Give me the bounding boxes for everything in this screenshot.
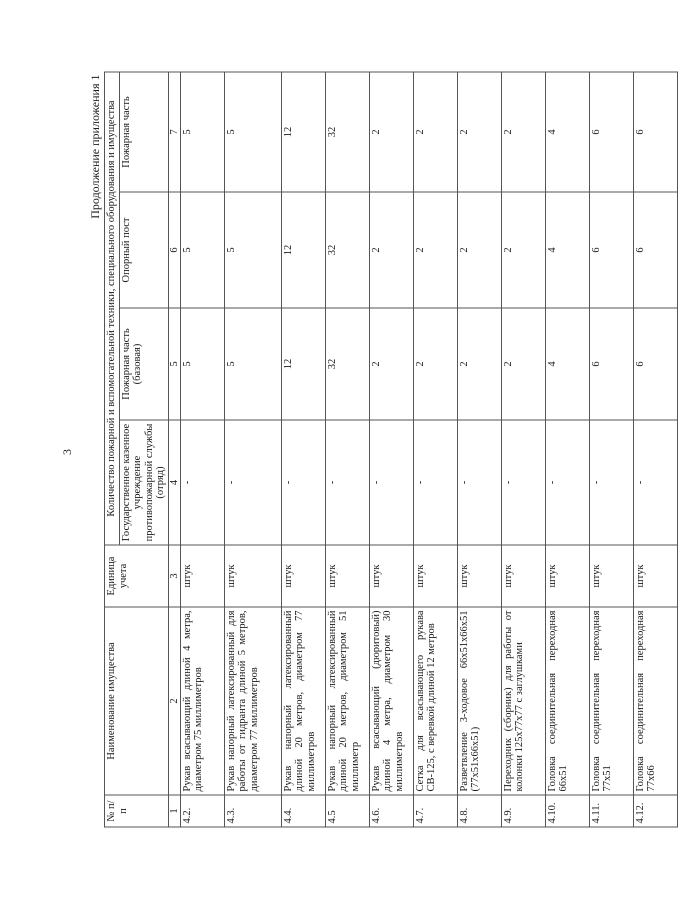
- qty-base-unit: 2: [457, 308, 501, 420]
- header-sub-support-post: Опорный пост: [119, 192, 168, 308]
- item-name: Разветвление 3-ходовое 66х51х66х51 (77х51х66х51): [457, 607, 501, 795]
- qty-support-post: 5: [224, 192, 281, 308]
- column-number-row: [168, 72, 180, 827]
- qty-base-unit: 5: [224, 308, 281, 420]
- rotated-sheet: [60, 55, 657, 850]
- item-unit: штук: [281, 545, 325, 607]
- header-name: Наименование имущества: [105, 607, 169, 795]
- item-unit: штук: [224, 545, 281, 607]
- item-unit: штук: [325, 545, 369, 607]
- qty-base-unit: 5: [180, 308, 224, 420]
- item-name: Рукав всасывающий (дюритовый) длиной 4 метра, диаметром 30 миллиметров: [369, 607, 413, 795]
- table-row: [545, 72, 589, 827]
- row-number: 4.6.: [369, 795, 413, 827]
- row-number: 4.3.: [224, 795, 281, 827]
- appendix-table: [104, 72, 678, 828]
- qty-base-unit: 32: [325, 308, 369, 420]
- item-unit: штук: [413, 545, 457, 607]
- header-num: № п/п: [105, 795, 169, 827]
- col-number: 6: [168, 192, 180, 308]
- table-header: [105, 72, 181, 827]
- qty-fire-unit: 32: [325, 72, 369, 192]
- header-sub-fire-unit: Пожарная часть: [119, 72, 168, 192]
- qty-fire-unit: 12: [281, 72, 325, 192]
- col-number: 3: [168, 545, 180, 607]
- table-row: [589, 72, 633, 827]
- item-name: Рукав напорный латексированный длиной 20 метров, диаметром 77 миллиметров: [281, 607, 325, 795]
- qty-support-post: 2: [457, 192, 501, 308]
- table-row: [180, 72, 224, 827]
- item-unit: штук: [501, 545, 545, 607]
- table-body: [180, 72, 677, 827]
- item-name: Головка соединительная переходная 66х51: [545, 607, 589, 795]
- item-unit: штук: [180, 545, 224, 607]
- row-number: 4.9.: [501, 795, 545, 827]
- qty-support-post: 6: [633, 192, 677, 308]
- item-name: Рукав напорный латексированный для работы от гидранта длиной 5 метров, диаметром 77 миллиметров: [224, 607, 281, 795]
- qty-detachment: -: [180, 420, 224, 545]
- table-row: [633, 72, 677, 827]
- qty-base-unit: 6: [589, 308, 633, 420]
- qty-detachment: -: [457, 420, 501, 545]
- qty-detachment: -: [224, 420, 281, 545]
- qty-detachment: -: [369, 420, 413, 545]
- table-row: [369, 72, 413, 827]
- qty-support-post: 2: [413, 192, 457, 308]
- qty-fire-unit: 4: [545, 72, 589, 192]
- qty-support-post: 2: [369, 192, 413, 308]
- qty-detachment: -: [281, 420, 325, 545]
- qty-base-unit: 12: [281, 308, 325, 420]
- header-quantity: Количество пожарной и вспомогательной техники, специального оборудования и имущества: [105, 72, 120, 545]
- qty-detachment: -: [501, 420, 545, 545]
- table-row: [224, 72, 281, 827]
- qty-detachment: -: [413, 420, 457, 545]
- qty-support-post: 4: [545, 192, 589, 308]
- table-row: [457, 72, 501, 827]
- item-unit: штук: [545, 545, 589, 607]
- row-number: 4.7.: [413, 795, 457, 827]
- table-row: [413, 72, 457, 827]
- qty-base-unit: 4: [545, 308, 589, 420]
- col-number: 4: [168, 420, 180, 545]
- qty-support-post: 2: [501, 192, 545, 308]
- row-number: 4.5: [325, 795, 369, 827]
- item-name: Рукав напорный латексированный длиной 20 метров, диаметром 51 миллиметр: [325, 607, 369, 795]
- qty-base-unit: 2: [501, 308, 545, 420]
- table-row: [281, 72, 325, 827]
- qty-support-post: 6: [589, 192, 633, 308]
- qty-support-post: 5: [180, 192, 224, 308]
- qty-detachment: -: [325, 420, 369, 545]
- qty-fire-unit: 5: [180, 72, 224, 192]
- table-row: [325, 72, 369, 827]
- header-sub-detachment: Государственное казенное учреждение противопожарной службы (отряд): [119, 420, 168, 545]
- qty-fire-unit: 2: [369, 72, 413, 192]
- item-unit: штук: [369, 545, 413, 607]
- item-unit: штук: [633, 545, 677, 607]
- row-number: 4.2.: [180, 795, 224, 827]
- row-number: 4.11.: [589, 795, 633, 827]
- col-number: 7: [168, 72, 180, 192]
- item-unit: штук: [589, 545, 633, 607]
- qty-fire-unit: 6: [633, 72, 677, 192]
- qty-detachment: -: [633, 420, 677, 545]
- qty-base-unit: 2: [369, 308, 413, 420]
- header-sub-base-unit: Пожарная часть (базовая): [119, 308, 168, 420]
- qty-base-unit: 2: [413, 308, 457, 420]
- col-number: 1: [168, 795, 180, 827]
- item-name: Сетка для всасывающего рукава СВ-125, с веревкой длиной 12 метров: [413, 607, 457, 795]
- row-number: 4.10.: [545, 795, 589, 827]
- item-name: Переходник (сборник) для работы от колонки 125х77х77 с заглушками: [501, 607, 545, 795]
- qty-support-post: 12: [281, 192, 325, 308]
- item-name: Головка соединительная переходная 77х66: [633, 607, 677, 795]
- qty-fire-unit: 6: [589, 72, 633, 192]
- table-row: [501, 72, 545, 827]
- qty-fire-unit: 2: [413, 72, 457, 192]
- page-number: 3: [60, 449, 74, 455]
- header-unit: Единица учета: [105, 545, 169, 607]
- row-number: 4.12.: [633, 795, 677, 827]
- qty-detachment: -: [589, 420, 633, 545]
- qty-support-post: 32: [325, 192, 369, 308]
- qty-fire-unit: 2: [457, 72, 501, 192]
- qty-detachment: -: [545, 420, 589, 545]
- col-number: 5: [168, 308, 180, 420]
- item-name: Рукав всасывающий длиной 4 метра, диаметром 75 миллиметров: [180, 607, 224, 795]
- qty-base-unit: 6: [633, 308, 677, 420]
- item-unit: штук: [457, 545, 501, 607]
- row-number: 4.4.: [281, 795, 325, 827]
- qty-fire-unit: 5: [224, 72, 281, 192]
- qty-fire-unit: 2: [501, 72, 545, 192]
- item-name: Головка соединительная переходная 77х51: [589, 607, 633, 795]
- row-number: 4.8.: [457, 795, 501, 827]
- col-number: 2: [168, 607, 180, 795]
- continuation-label: Продолжение приложения 1: [88, 74, 102, 219]
